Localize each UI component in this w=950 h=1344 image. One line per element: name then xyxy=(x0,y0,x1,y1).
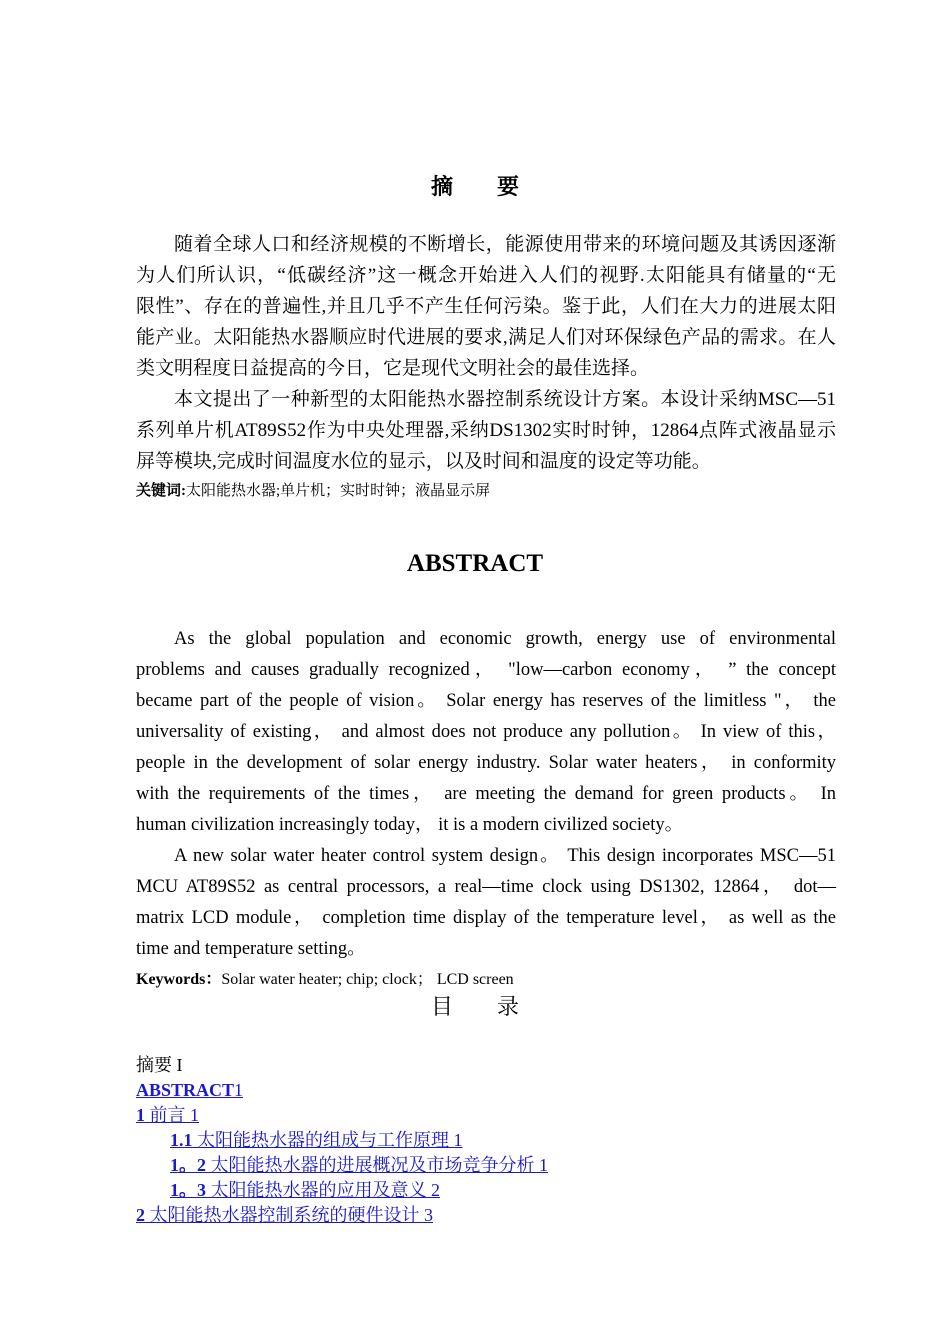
toc-title-text: 太阳能热水器控制系统的硬件设计 3 xyxy=(145,1205,433,1225)
toc-number: 2 xyxy=(136,1205,145,1225)
toc-number: 1。3 xyxy=(170,1180,206,1200)
toc-number: 1。2 xyxy=(170,1155,206,1175)
toc-title-text: 摘要 I xyxy=(136,1055,183,1075)
cn-abstract-body xyxy=(136,229,836,477)
en-abstract-title: ABSTRACT xyxy=(406,550,544,577)
toc-link[interactable] xyxy=(136,1205,433,1225)
toc-title-text: 前言 1 xyxy=(145,1105,199,1125)
toc-link[interactable] xyxy=(170,1130,463,1150)
paragraph-line: people in the development of solar energy industry. Solar water heaters， in conformity xyxy=(136,753,836,773)
toc-entry xyxy=(136,1053,548,1078)
en-keywords-label: Keywords： xyxy=(136,971,222,988)
cn-keywords-text: 太阳能热水器;单片机；实时时钟；液晶显示屏 xyxy=(186,483,491,499)
toc-entry[interactable] xyxy=(136,1153,548,1178)
paragraph-line: As the global population and economic growth, energy use of environmental xyxy=(174,629,836,649)
toc-link[interactable] xyxy=(136,1105,199,1125)
toc-entry[interactable] xyxy=(136,1178,548,1203)
paragraph-line: 本文提出了一种新型的太阳能热水器控制系统设计方案。本设计采纳MSC—51 xyxy=(174,389,836,410)
toc-title: 目 录 xyxy=(430,994,519,1019)
cn-abstract-title: 摘 要 xyxy=(430,174,519,199)
paragraph-line: 系列单片机AT89S52作为中央处理器,采纳DS1302实时时钟，12864点阵式液晶显示 xyxy=(136,420,836,441)
paragraph-line: 为人们所认识，“低碳经济”这一概念开始进入人们的视野.太阳能具有储量的“无 xyxy=(136,265,836,286)
toc-number: ABSTRACT xyxy=(136,1080,235,1100)
paragraph-line: 随着全球人口和经济规模的不断增长，能源使用带来的环境问题及其诱因逐渐 xyxy=(174,234,836,255)
toc-link[interactable] xyxy=(136,1080,243,1100)
toc-entry[interactable] xyxy=(136,1203,548,1228)
paragraph-line: problems and causes gradually recognized， "low—carbon economy， ” the concept xyxy=(136,660,836,680)
toc-title-text: 太阳能热水器的组成与工作原理 1 xyxy=(192,1130,463,1150)
en-keywords-text: Solar water heater; chip; clock； LCD screen xyxy=(221,971,514,988)
toc-link[interactable] xyxy=(170,1180,440,1200)
toc-link[interactable] xyxy=(170,1155,548,1175)
paragraph-line: 能产业。太阳能热水器顺应时代进展的要求,满足人们对环保绿色产品的需求。在人 xyxy=(136,327,836,348)
paragraph-line: 屏等模块,完成时间温度水位的显示，以及时间和温度的设定等功能。 xyxy=(136,451,711,472)
paragraph-line: matrix LCD module， completion time display of the temperature level， as well as the xyxy=(136,908,836,928)
en-abstract-body xyxy=(136,624,836,965)
toc-entry[interactable] xyxy=(136,1103,548,1128)
cn-keywords-label: 关键词: xyxy=(136,483,186,499)
toc-title-text: 1 xyxy=(234,1080,244,1100)
paragraph-line: human civilization increasingly today， it is a modern civilized society。 xyxy=(136,815,684,835)
paragraph-line: MCU AT89S52 as central processors, a real—time clock using DS1302, 12864， dot— xyxy=(136,877,836,897)
paragraph-line: 类文明程度日益提高的今日，它是现代文明社会的最佳选择。 xyxy=(136,358,650,379)
paragraph-line: became part of the people of vision。 Solar energy has reserves of the limitless "， the xyxy=(136,691,836,711)
toc-title-text: 太阳能热水器的进展概况及市场竞争分析 1 xyxy=(206,1155,548,1175)
toc-title-text: 太阳能热水器的应用及意义 2 xyxy=(206,1180,440,1200)
paragraph-line: universality of existing， and almost does not produce any pollution。 In view of this， xyxy=(136,722,836,742)
toc-number: 1.1 xyxy=(170,1130,193,1150)
paragraph-line: with the requirements of the times， are meeting the demand for green products。 In xyxy=(136,784,836,804)
toc-entry[interactable] xyxy=(136,1128,548,1153)
paragraph-line: time and temperature setting。 xyxy=(136,939,366,959)
cn-keywords xyxy=(136,479,836,503)
table-of-contents xyxy=(136,1053,548,1228)
paragraph-line: 限性”、存在的普遍性,并且几乎不产生任何污染。鉴于此，人们在大力的进展太阳 xyxy=(136,296,836,317)
toc-number: 1 xyxy=(136,1105,145,1125)
en-keywords xyxy=(136,968,836,992)
toc-entry[interactable] xyxy=(136,1078,548,1103)
paragraph-line: A new solar water heater control system design。 This design incorporates MSC—51 xyxy=(174,846,836,866)
